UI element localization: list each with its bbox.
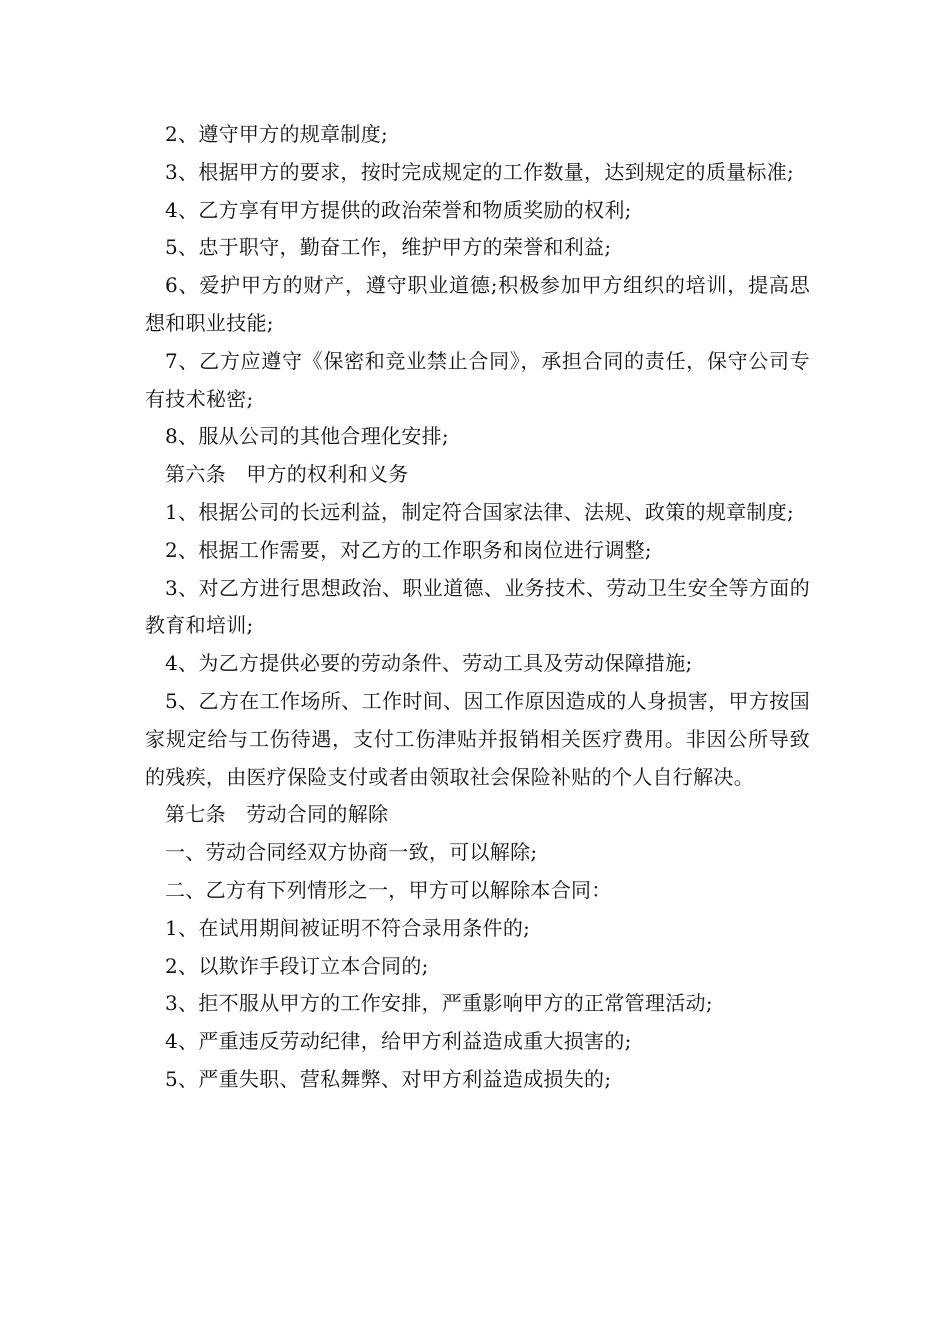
clause-make-rules: 1、根据公司的长远利益，制定符合国家法律、法规、政策的规章制度; bbox=[165, 499, 795, 524]
clause-misconduct: 5、严重失职、营私舞弊、对甲方利益造成损失的; bbox=[165, 1066, 612, 1091]
clause-loyalty: 5、忠于职守，勤奋工作，维护甲方的荣誉和利益; bbox=[165, 235, 612, 260]
clause-training: 3、对乙方进行思想政治、职业道德、业务技术、劳动卫生安全等方面的教育和培训; bbox=[145, 575, 810, 638]
clause-disobey: 3、拒不服从甲方的工作安排，严重影响甲方的正常管理活动; bbox=[165, 991, 713, 1016]
clause-confidentiality: 7、乙方应遵守《保密和竞业禁止合同》，承担合同的责任，保守公司专有技术秘密; bbox=[145, 348, 810, 411]
document-page bbox=[145, 116, 810, 1099]
clause-honor-rewards: 4、乙方享有甲方提供的政治荣誉和物质奖励的权利; bbox=[165, 197, 632, 222]
clause-obey-rules: 2、遵守甲方的规章制度; bbox=[165, 122, 389, 146]
clause-work-injury: 5、乙方在工作场所、工作时间、因工作原因造成的人身损害，甲方按国家规定给与工伤待遇，支付工伤津贴并报销相关医疗费用。非因公所导致的残疾，由医疗保险支付或者由领取社会保险补贴的个人自行解决。 bbox=[145, 688, 810, 789]
clause-fraud: 2、以欺诈手段订立本合同的; bbox=[165, 953, 429, 978]
clause-other-arrangements: 8、服从公司的其他合理化安排; bbox=[165, 424, 449, 449]
clause-termination-conditions: 二、乙方有下列情形之一，甲方可以解除本合同： bbox=[165, 877, 612, 902]
clause-protect-property: 6、爱护甲方的财产，遵守职业道德;积极参加甲方组织的培训，提高思想和职业技能; bbox=[145, 273, 810, 335]
article-six-heading: 第六条 甲方的权利和义务 bbox=[165, 462, 409, 487]
clause-labor-conditions: 4、为乙方提供必要的劳动条件、劳动工具及劳动保障措施; bbox=[165, 651, 693, 676]
article-seven-heading: 第七条 劳动合同的解除 bbox=[165, 802, 389, 827]
clause-complete-work: 3、根据甲方的要求，按时完成规定的工作数量，达到规定的质量标准; bbox=[165, 159, 795, 184]
clause-mutual-termination: 一、劳动合同经双方协商一致，可以解除; bbox=[165, 840, 538, 865]
clause-probation: 1、在试用期间被证明不符合录用条件的; bbox=[165, 915, 531, 940]
clause-adjust-position: 2、根据工作需要，对乙方的工作职务和岗位进行调整; bbox=[165, 537, 652, 562]
clause-discipline: 4、严重违反劳动纪律，给甲方利益造成重大损害的; bbox=[165, 1029, 632, 1054]
